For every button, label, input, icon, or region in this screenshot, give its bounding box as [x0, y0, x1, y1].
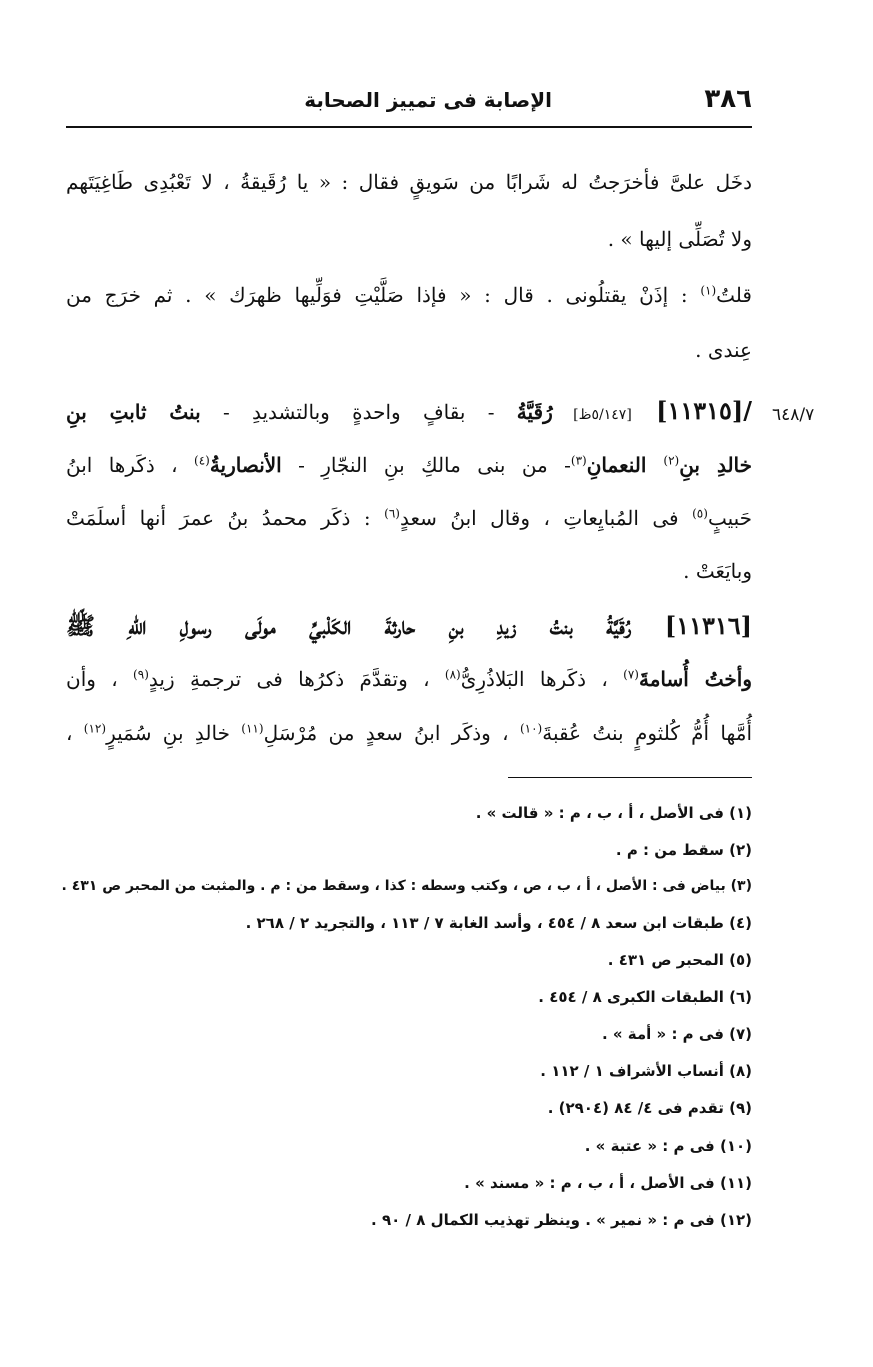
- entry-11315-line-4: وبايَعَتْ .: [683, 559, 752, 583]
- entry-11316-line-2: [66, 669, 752, 689]
- footnote-ref: (٧): [623, 667, 639, 682]
- body-text: حَبيبٍ: [707, 506, 753, 530]
- body-text: ،: [66, 721, 84, 745]
- footnote-ref: (١١): [241, 721, 264, 736]
- body-line-3: [66, 285, 752, 305]
- running-title: الإصابة فى تمييز الصحابة: [304, 88, 552, 112]
- body-text: خالدِ بنِ سُمَيرٍ: [106, 721, 242, 745]
- body-text: : إذَنْ يقتلُونى . قال : « فإذا صَلَّيْتِ فوَلِّيها ظهرَك » . ثم خرَج من: [66, 283, 701, 307]
- margin-reference: ٦٤٨/٧: [772, 405, 815, 425]
- entry-11315-line-3: [66, 508, 752, 528]
- footnote: (١) فى الأصل ، أ ، ب ، م : « قالت » .: [475, 804, 752, 822]
- entry-name: وأختُ أُسامةَ: [638, 667, 752, 691]
- footnote: (٣) بياض فى : الأصل ، أ ، ب ، ص ، وكتب وسطه : كذا ، وسقط من : م . والمثبت من المحبر ص ٤٣١ .: [61, 878, 752, 894]
- entry-nisba: الأنصاريةُ: [209, 453, 282, 477]
- footnote-ref: (١): [700, 283, 717, 298]
- entry-lineage: النعمانِ: [586, 453, 664, 477]
- footnote-rule: [508, 777, 752, 778]
- entry-11315-line-2: [66, 455, 752, 475]
- footnote: (١٢) فى م : « نمير » . وينظر تهذيب الكمال ٨ / ٩٠ .: [371, 1211, 752, 1229]
- footnote: (٨) أنساب الأشراف ١ / ١١٢ .: [540, 1062, 752, 1080]
- footnote-ref: (٨): [444, 667, 461, 682]
- body-text: ، وذكَر ابنُ سعدٍ من مُرْسَلِ: [263, 721, 520, 745]
- entry-11316-heading: [١١٣١٦] رُقَيَّةُ بنتُ زيدِ بنِ حارثةَ الكَلْبيِّ مولَى رسولِ اللهِ ﷺ: [66, 611, 752, 640]
- page-number: ٣٨٦: [704, 84, 752, 114]
- footnote: (٢) سقط من : م .: [615, 841, 752, 859]
- body-text: ، ذكَرها البَلاذُرِىُّ: [460, 667, 624, 691]
- footnote-ref: (٥): [692, 506, 708, 521]
- body-line-1: دخَل علىَّ فأخرَجتُ له شَرابًا من سَويقٍ فقال : « يا رُقَيقةُ ، لا تَعْبُدِى طَاغِيَتَهم: [66, 170, 752, 194]
- footnote: (٦) الطبقات الكبرى ٨ / ٤٥٤ .: [538, 988, 752, 1006]
- footnote-ref: (٤): [194, 453, 210, 468]
- footnote-ref: (٢): [663, 453, 680, 468]
- footnote: (١١) فى الأصل ، أ ، ب ، م : « مسند » .: [464, 1174, 752, 1192]
- entry-11315-line-1: [66, 396, 753, 425]
- body-text: ، وتقدَّمَ ذكرُها فى ترجمةِ زيدٍ: [148, 667, 445, 691]
- body-line-4: عِندى .: [695, 338, 752, 362]
- footnote-ref: (٦): [384, 506, 400, 521]
- entry-number: /[١١٣١٥]: [631, 396, 753, 425]
- manuscript-ref: [٥/١٤٧ظ]: [552, 407, 632, 423]
- body-text: ، وأن: [66, 667, 134, 691]
- footnote-ref: (١٠): [519, 721, 543, 736]
- body-text: أُمَّها أُمُّ كُلثومٍ بنتُ عُقبةَ: [542, 721, 753, 745]
- footnote-ref: (٩): [133, 667, 149, 682]
- body-text: ، ذكَرها ابنُ: [66, 453, 194, 477]
- footnote: (٥) المحبر ص ٤٣١ .: [607, 951, 752, 969]
- body-text: - من بنى مالكِ بنِ النجّارِ -: [281, 453, 571, 477]
- entry-lineage: بنتُ ثابتِ بنِ: [66, 400, 201, 424]
- footnote: (١٠) فى م : « عتبة » .: [584, 1137, 752, 1155]
- footnote: (٤) طبقات ابن سعد ٨ / ٤٥٤ ، وأسد الغابة ٧ / ١١٣ ، والتجريد ٢ / ٢٦٨ .: [245, 914, 752, 932]
- header-rule: [66, 126, 752, 128]
- footnote: (٧) فى م : « أمة » .: [601, 1025, 752, 1043]
- body-text: فى المُبايِعاتِ ، وقال ابنُ سعدٍ: [399, 506, 693, 530]
- page-header: [66, 82, 752, 122]
- body-text: : ذكَر محمدُ بنُ عمرَ أنها أسلَمَتْ: [66, 506, 385, 530]
- entry-lineage: خالدِ بنِ: [679, 453, 753, 477]
- footnote-ref: (١٢): [83, 721, 107, 736]
- body-text: قلتُ: [716, 283, 752, 307]
- body-text: - بقافٍ واحدةٍ وبالتشديدِ -: [200, 400, 517, 424]
- entry-11316-line-3: [66, 723, 752, 743]
- body-line-2: ولا تُصَلِّى إليها » .: [607, 227, 752, 251]
- footnote-ref: (٣): [570, 453, 587, 468]
- footnote: (٩) تقدم فى ٤/ ٨٤ (٢٩٠٤) .: [547, 1099, 752, 1117]
- entry-name: رُقَيَّةُ: [516, 400, 553, 424]
